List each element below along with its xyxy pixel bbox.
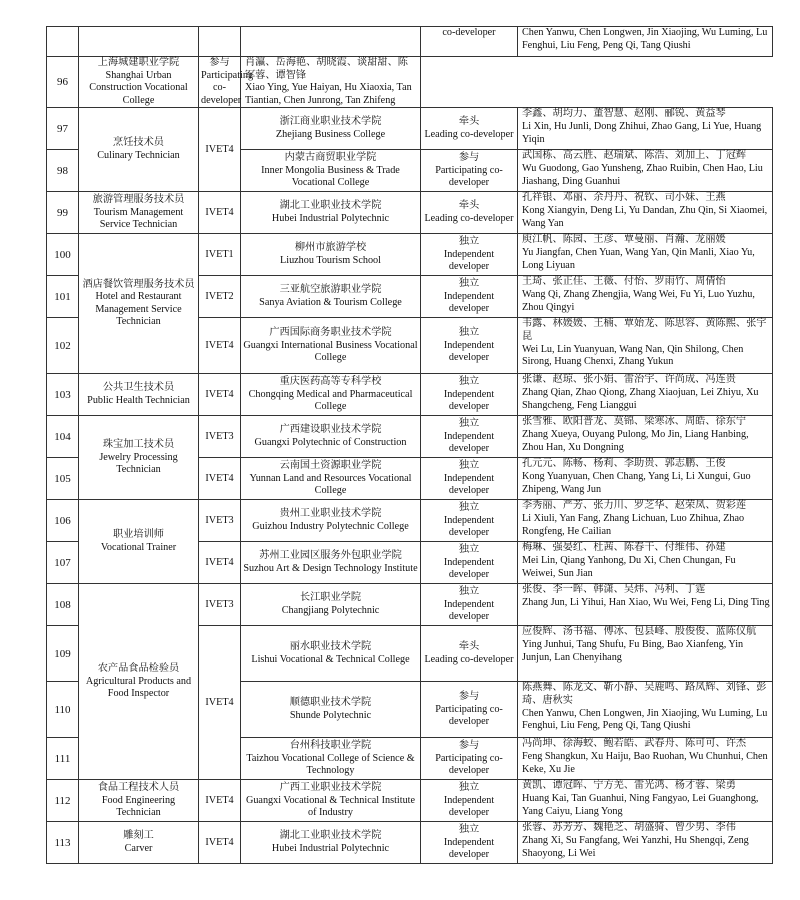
college-cell: 柳州市旅游学校 Liuzhou Tourism School [241, 234, 421, 276]
row-number: 101 [47, 276, 79, 318]
ivet-level: IVET4 [199, 374, 241, 416]
row-number: 110 [47, 682, 79, 738]
college-cell: 湖北工业职业技术学院 Hubei Industrial Polytechnic [241, 192, 421, 234]
row-number: 111 [47, 738, 79, 780]
row-number: 100 [47, 234, 79, 276]
table-row [47, 584, 773, 626]
developer-names: 李鑫、胡均力、董智慧、赵刚、郦锐、黄益琴 Li Xin, Hu Junli, Dong Zhihui, Zhao Gang, Li Yue, Huang Yiqin [518, 108, 773, 150]
college-cell: 广西工业职业技术学院 Guangxi Vocational & Technical Institute of Industry [241, 780, 421, 822]
developer-names: 韦露、林媛媛、王楠、覃始龙、陈思容、黄陈熙、张宇昆 Wei Lu, Lin Yuanyuan, Wang Nan, Qin Shilong, Chen Sirong, Huang Chenxi, Zhang Yukun [518, 318, 773, 374]
role-cell: 参与 Participating co-developer [421, 682, 518, 738]
college-cell: 浙江商业职业技术学院 Zhejiang Business College [241, 108, 421, 150]
row-number [47, 27, 79, 57]
role-cell: 牵头 Leading co-developer [421, 108, 518, 150]
ivet-level: IVET2 [199, 276, 241, 318]
developer-names: 李秀丽、严芳、张力川、罗芝华、赵荣凤、贺彩莲 Li Xiuli, Yan Fang, Zhang Lichuan, Luo Zhihua, Zhao Rongfeng, He Cailian [518, 500, 773, 542]
table-row [47, 57, 773, 108]
row-number: 109 [47, 626, 79, 682]
role-cell: 牵头 Leading co-developer [421, 626, 518, 682]
ivet-level: IVET4 [199, 192, 241, 234]
occupation-cell: 职业培训师 Vocational Trainer [79, 500, 199, 584]
developer-names: 应俊辉、汤书福、傅冰、包县峰、殷俊俊、蓝陈仪航 Ying Junhui, Tang Shufu, Fu Bing, Bao Xianfeng, Yin Junjun, Lan Chenyihang [518, 626, 773, 682]
occupation-cell: 农产品食品检验员 Agricultural Products and Food Inspector [79, 584, 199, 780]
college-cell: 三亚航空旅游职业学院 Sanya Aviation & Tourism College [241, 276, 421, 318]
ivet-level: IVET4 [199, 822, 241, 864]
ivet-level: IVET3 [199, 500, 241, 542]
table-row [47, 234, 773, 276]
row-number: 112 [47, 780, 79, 822]
ivet-level: IVET4 [199, 626, 241, 780]
developer-names: 张蓉、苏芳芳、魏艳芝、胡盛骑、曾少男、李伟 Zhang Xi, Su Fangfang, Wei Yanzhi, Hu Shengqi, Zeng Shaoyong, Li Wei [518, 822, 773, 864]
developer-names: 孔元元、陈畅、杨莉、李助贵、郭志鹏、王俊 Kong Yuanyuan, Chen Chang, Yang Li, Li Xungui, Guo Zhipeng, Wang Jun [518, 458, 773, 500]
ivet-level: IVET4 [199, 318, 241, 374]
row-number: 104 [47, 416, 79, 458]
developer-names: 庾江帆、陈园、王彦、覃曼丽、肖瀚、龙丽媛 Yu Jiangfan, Chen Yuan, Wang Yan, Qin Manli, Xiao Yu, Long Liyuan [518, 234, 773, 276]
row-number: 102 [47, 318, 79, 374]
table-row [47, 780, 773, 822]
occupation-cell: 旅游管理服务技术员 Tourism Management Service Technician [79, 192, 199, 234]
role-cell: 参与 Participating co-developer [421, 738, 518, 780]
role-cell: 独立 Independent developer [421, 374, 518, 416]
college-cell: 苏州工业园区服务外包职业学院 Suzhou Art & Design Technology Institute [241, 542, 421, 584]
row-number: 105 [47, 458, 79, 500]
college-cell: 上海城建职业学院 Shanghai Urban Construction Vocational College [79, 57, 199, 108]
role-cell: 独立 Independent developer [421, 542, 518, 584]
college-cell: 长江职业学院 Changjiang Polytechnic [241, 584, 421, 626]
ivet-level: IVET4 [199, 458, 241, 500]
row-number: 98 [47, 150, 79, 192]
developer-names: 王琦、张正佳、王薇、付怡、罗雨竹、周倩怡 Wang Qi, Zhang Zhengjia, Wang Wei, Fu Yi, Luo Yuzhu, Zhou Qingyi [518, 276, 773, 318]
college-cell: 贵州工业职业技术学院 Guizhou Industry Polytechnic College [241, 500, 421, 542]
table-row [47, 108, 773, 150]
ivet-level: IVET3 [199, 416, 241, 458]
college-cell: 内蒙古商贸职业学院 Inner Mongolia Business & Trade Vocational College [241, 150, 421, 192]
developer-names: Chen Yanwu, Chen Longwen, Jin Xiaojing, Wu Luming, Lu Fenghui, Liu Feng, Peng Qi, Tang Qiushi [518, 27, 773, 57]
role-cell: 独立 Independent developer [421, 318, 518, 374]
role-cell: 参与 Participating co-developer [199, 57, 241, 108]
developer-names: 孔祥银、邓丽、余丹丹、祝钦、司小妹、王燕 Kong Xiangyin, Deng Li, Yu Dandan, Zhu Qin, Si Xiaomei, Wang Yan [518, 192, 773, 234]
developer-names: 冯尚坤、徐海蛟、鲍若皓、武春舟、陈可可、许杰 Feng Shangkun, Xu Haiju, Bao Ruohan, Wu Chunhui, Chen Keke, Xu Jie [518, 738, 773, 780]
role-cell: 独立 Independent developer [421, 584, 518, 626]
ivet-level [199, 27, 241, 57]
table-row [47, 822, 773, 864]
developer-names: 武国栋、高云胜、赵瑞斌、陈浩、刘加上、丁冠辉 Wu Guodong, Gao Yunsheng, Zhao Ruibin, Chen Hao, Liu Jiashang, Ding Guanhui [518, 150, 773, 192]
role-cell: 独立 Independent developer [421, 780, 518, 822]
table-row [47, 416, 773, 458]
table-row [47, 500, 773, 542]
row-number: 108 [47, 584, 79, 626]
occupation-cell: 烹饪技术员 Culinary Technician [79, 108, 199, 192]
occupation-cell: 酒店餐饮管理服务技术员 Hotel and Restaurant Management Service Technician [79, 234, 199, 374]
developer-names: 梅琳、强晏红、杜茜、陈春干、付维伟、孙建 Mei Lin, Qiang Yanhong, Du Xi, Chen Chungan, Fu Weiwei, Sun Jian [518, 542, 773, 584]
college-cell: 顺德职业技术学院 Shunde Polytechnic [241, 682, 421, 738]
college-cell: 湖北工业职业技术学院 Hubei Industrial Polytechnic [241, 822, 421, 864]
row-number: 113 [47, 822, 79, 864]
ivet-level: IVET3 [199, 584, 241, 626]
ivet-level: IVET4 [199, 780, 241, 822]
role-cell: 独立 Independent developer [421, 822, 518, 864]
developers-table [46, 26, 773, 864]
role-cell: 独立 Independent developer [421, 416, 518, 458]
role-cell: 参与 Participating co-developer [421, 150, 518, 192]
developer-names: 肖瀛、岳海艳、胡晓霞、谈甜甜、陈军蓉、谭智锋 Xiao Ying, Yue Haiyan, Hu Xiaoxia, Tan Tiantian, Chen Junrong, Tan Zhifeng [241, 57, 421, 108]
college-cell: 台州科技职业学院 Taizhou Vocational College of Science & Technology [241, 738, 421, 780]
table-row [47, 27, 773, 57]
table-row [47, 374, 773, 416]
college-cell: 云南国土资源职业学院 Yunnan Land and Resources Vocational College [241, 458, 421, 500]
college-cell: 广西建设职业技术学院 Guangxi Polytechnic of Construction [241, 416, 421, 458]
row-number: 96 [47, 57, 79, 108]
developer-names: 张俊、李一晖、韩潇、吴炜、冯利、丁霆 Zhang Jun, Li Yihui, Han Xiao, Wu Wei, Feng Li, Ding Ting [518, 584, 773, 626]
developer-names: 张谦、赵琼、张小娟、雷治宇、许尚成、冯连贵 Zhang Qian, Zhao Qiong, Zhang Xiaojuan, Lei Zhiyu, Xu Shangcheng, Feng Lianggui [518, 374, 773, 416]
row-number: 103 [47, 374, 79, 416]
role-cell: 独立 Independent developer [421, 234, 518, 276]
row-number: 97 [47, 108, 79, 150]
college-cell: 重庆医药高等专科学校 Chongqing Medical and Pharmaceutical College [241, 374, 421, 416]
row-number: 99 [47, 192, 79, 234]
role-cell: 独立 Independent developer [421, 458, 518, 500]
row-number: 107 [47, 542, 79, 584]
developer-names: 黄凯、谭冠晖、宁方羌、雷光鸿、杨才蓉、梁勇 Huang Kai, Tan Guanhui, Ning Fangyao, Lei Guanghong, Yang Caiyu, Liang Yong [518, 780, 773, 822]
role-cell: 独立 Independent developer [421, 276, 518, 318]
occupation-cell: 雕刻工 Carver [79, 822, 199, 864]
developer-names: 张雪雅、欧阳普龙、莫锦、梁寒冰、周皓、徐东宁 Zhang Xueya, Ouyang Pulong, Mo Jin, Liang Hanbing, Zhou Han, Xu Dongning [518, 416, 773, 458]
occupation-cell [79, 27, 199, 57]
occupation-cell: 公共卫生技术员 Public Health Technician [79, 374, 199, 416]
college-cell: 广西国际商务职业技术学院 Guangxi International Business Vocational College [241, 318, 421, 374]
role-cell: 牵头 Leading co-developer [421, 192, 518, 234]
ivet-level: IVET1 [199, 234, 241, 276]
ivet-level: IVET4 [199, 108, 241, 192]
college-cell: 丽水职业技术学院 Lishui Vocational & Technical College [241, 626, 421, 682]
ivet-level: IVET4 [199, 542, 241, 584]
role-cell: 独立 Independent developer [421, 500, 518, 542]
row-number: 106 [47, 500, 79, 542]
occupation-cell: 珠宝加工技术员 Jewelry Processing Technician [79, 416, 199, 500]
college-cell [241, 27, 421, 57]
developer-names: 陈燕舞、陈龙文、靳小静、吴鹿鸣、路凤辉、刘锋、彭琦、唐秋实 Chen Yanwu, Chen Longwen, Jin Xiaojing, Wu Luming, Lu Fenghui, Liu Feng, Peng Qi, Tang Qiushi [518, 682, 773, 738]
role-cell: co-developer [421, 27, 518, 57]
table-row [47, 192, 773, 234]
occupation-cell: 食品工程技术人员 Food Engineering Technician [79, 780, 199, 822]
